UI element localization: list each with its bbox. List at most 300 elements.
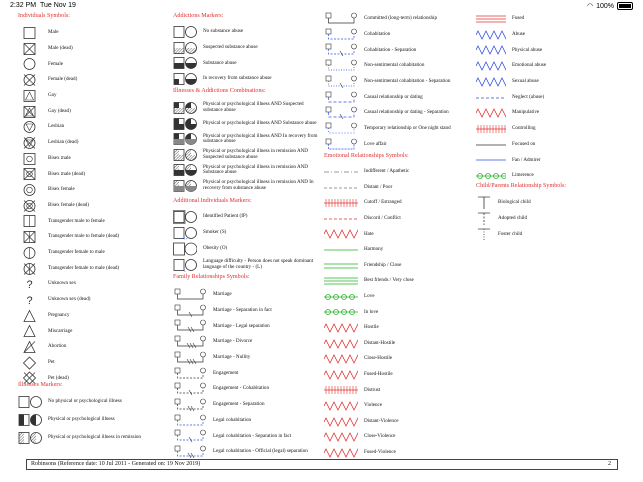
- individual-symbol-row-symbol: [18, 152, 42, 166]
- emotional-relationship-row-symbol: [324, 212, 358, 226]
- family-relationship-row-symbol: [173, 398, 207, 412]
- abuse-relationship-row-label: Controlling: [512, 125, 536, 132]
- abuse-relationship-row-symbol: [476, 28, 506, 42]
- emotional-relationship-row-symbol: [324, 430, 358, 444]
- abuse-relationship-row-symbol: [476, 59, 506, 73]
- individual-symbol-row-symbol: [18, 42, 42, 56]
- individual-symbol-row: [18, 340, 66, 354]
- individual-symbol-row-label: Male (dead): [48, 44, 73, 51]
- couple-relationship-row-symbol: [324, 91, 358, 105]
- heading-illnesses: Illnesses Markers:: [18, 382, 63, 388]
- abuse-relationship-row-label: Emotional abuse: [512, 62, 547, 69]
- individual-symbol-row-label: Gay: [48, 92, 57, 98]
- family-relationship-row-label: Legal cohabitation - Separation in fact: [213, 432, 292, 439]
- abuse-relationship-row-label: Fan / Admirer: [512, 156, 541, 163]
- individual-symbol-row-symbol: [18, 277, 42, 291]
- emotional-relationship-row: [324, 383, 380, 397]
- emotional-relationship-row: [324, 165, 409, 179]
- individual-symbol-row-label: Unknown sex (dead): [48, 296, 91, 303]
- abuse-relationship-row-symbol: [476, 138, 506, 152]
- emotional-relationship-row: [324, 227, 374, 241]
- status-time-date: [10, 2, 76, 9]
- couple-relationship-row-label: Non-sentimental cohabitation - Separation: [364, 78, 451, 84]
- addiction-marker-row-symbol: [173, 72, 197, 86]
- footer-bar: [26, 459, 618, 470]
- individual-symbol-row: [18, 120, 64, 134]
- abuse-relationship-row: [476, 75, 539, 89]
- emotional-relationship-row-symbol: [324, 321, 358, 335]
- illness-marker-row-symbol: [18, 413, 42, 427]
- abuse-relationship-row: [476, 138, 535, 152]
- individual-symbol-row: [18, 230, 119, 244]
- emotional-relationship-row: [324, 415, 399, 429]
- additional-marker-row-symbol: [173, 210, 197, 224]
- abuse-relationship-row: [476, 106, 539, 120]
- couple-relationship-row: [324, 12, 437, 26]
- individual-symbol-row: [18, 309, 70, 323]
- individual-symbol-row-label: Transgender male to female (dead): [48, 233, 120, 240]
- abuse-relationship-row-label: Physical abuse: [512, 46, 543, 53]
- family-relationship-row-symbol: [173, 288, 207, 302]
- additional-marker-row: [173, 258, 323, 272]
- individual-symbol-row-label: Transgender male to female: [48, 217, 105, 224]
- child-relationship-row-symbol: [476, 212, 492, 226]
- additional-marker-row-symbol: [173, 258, 197, 272]
- individual-symbol-row-symbol: [18, 214, 42, 228]
- svg-text:?: ?: [26, 279, 33, 292]
- abuse-relationship-row-label: Limerence: [512, 172, 534, 179]
- individual-symbol-row-symbol: [18, 324, 42, 338]
- child-relationship-row: [476, 196, 531, 210]
- addiction-marker-row-label: In recovery from substance abuse: [203, 75, 272, 82]
- individual-symbol-row: [18, 262, 119, 276]
- abuse-relationship-row-label: Sexual abuse: [512, 78, 539, 84]
- couple-relationship-row: [324, 75, 450, 89]
- emotional-relationship-row-label: Distant-Hostile: [364, 339, 396, 346]
- individual-symbol-row-symbol: [18, 340, 42, 354]
- abuse-relationship-row: [476, 12, 524, 26]
- child-relationship-row: [476, 212, 527, 226]
- abuse-relationship-row-symbol: [476, 153, 506, 167]
- combination-row-symbol: [173, 148, 197, 162]
- couple-relationship-row-label: Temporary relationship or One night stand: [364, 125, 451, 132]
- emotional-relationship-row-label: Indifferent / Apathetic: [364, 168, 410, 175]
- individual-symbol-row-label: Bisex female: [48, 186, 75, 193]
- illness-marker-row: [18, 395, 122, 409]
- emotional-relationship-row: [324, 399, 382, 413]
- emotional-relationship-row-symbol: [324, 290, 358, 304]
- emotional-relationship-row-label: Distant-Violence: [364, 417, 399, 424]
- family-relationship-row-label: Marriage - Separation in fact: [213, 306, 272, 313]
- combination-row: [173, 163, 323, 177]
- individual-symbol-row: [18, 199, 89, 213]
- emotional-relationship-row-label: Best friends / Very close: [364, 277, 414, 284]
- couple-relationship-row-label: Cohabitation - Separation: [364, 46, 417, 53]
- family-relationship-row-symbol: [173, 414, 207, 428]
- emotional-relationship-row-symbol: [324, 383, 358, 397]
- individual-symbol-row-label: Unknown sex: [48, 280, 77, 287]
- family-relationship-row-symbol: [173, 304, 207, 318]
- emotional-relationship-row-symbol: [324, 368, 358, 382]
- status-time: 2:32 PM: [10, 2, 37, 9]
- emotional-relationship-row-symbol: [324, 165, 358, 179]
- individual-symbol-row-symbol: [18, 57, 42, 71]
- emotional-relationship-row-label: In love: [364, 308, 379, 315]
- additional-marker-row-label: Identified Patient (IP): [203, 213, 248, 220]
- family-relationship-row-label: Marriage - Divorce: [213, 338, 253, 345]
- couple-relationship-row-label: Love affair: [364, 140, 387, 147]
- emotional-relationship-row-label: Hate: [364, 230, 374, 237]
- couple-relationship-row-symbol: [324, 59, 358, 73]
- emotional-relationship-row-symbol: [324, 446, 358, 460]
- individual-symbol-row: [18, 293, 90, 307]
- family-relationship-row: [173, 445, 333, 459]
- emotional-relationship-row: [324, 212, 401, 226]
- combination-row-label: Physical or psychological illness in remission AND Substance abuse: [203, 163, 308, 176]
- emotional-relationship-row-symbol: [324, 415, 358, 429]
- individual-symbol-row: [18, 73, 77, 87]
- heading-emotional-relationships: Emotional Relationships Symbols:: [324, 153, 409, 159]
- abuse-relationship-row: [476, 122, 536, 136]
- emotional-relationship-row-label: Close-Hostile: [364, 355, 393, 362]
- abuse-relationship-row: [476, 91, 544, 105]
- additional-marker-row: [173, 242, 227, 256]
- family-relationship-row: [173, 304, 272, 318]
- individual-symbol-row-label: Lesbian: [48, 123, 65, 130]
- family-relationship-row: [173, 398, 265, 412]
- couple-relationship-row-label: Cohabitation: [364, 30, 391, 37]
- individual-symbol-row-symbol: [18, 89, 42, 103]
- emotional-relationship-row: [324, 274, 414, 288]
- individual-symbol-row-label: Bisex male: [48, 154, 71, 161]
- family-relationship-row-label: Marriage - Legal separation: [213, 322, 270, 329]
- individual-symbol-row: [18, 152, 71, 166]
- individual-symbol-row-label: Lesbian (dead): [48, 139, 79, 146]
- emotional-relationship-row-symbol: [324, 337, 358, 351]
- emotional-relationship-row: [324, 290, 374, 304]
- individual-symbol-row: [18, 42, 73, 56]
- individual-symbol-row: [18, 136, 78, 150]
- family-relationship-row-symbol: [173, 351, 207, 365]
- family-relationship-row-symbol: [173, 319, 207, 333]
- abuse-relationship-row-symbol: [476, 122, 506, 136]
- individual-symbol-row-symbol: [18, 26, 42, 40]
- abuse-relationship-row: [476, 28, 525, 42]
- emotional-relationship-row-symbol: [324, 305, 358, 319]
- abuse-relationship-row-symbol: [476, 75, 506, 89]
- combination-row: [173, 132, 323, 146]
- addiction-marker-row-symbol: [173, 25, 197, 39]
- combination-row-symbol: [173, 117, 197, 131]
- emotional-relationship-row: [324, 352, 392, 366]
- family-relationship-row: [173, 429, 291, 443]
- individual-symbol-row-symbol: [18, 183, 42, 197]
- family-relationship-row: [173, 382, 269, 396]
- couple-relationship-row-symbol: [324, 106, 358, 120]
- emotional-relationship-row-label: Friendship / Close: [364, 261, 402, 268]
- individual-symbol-row-label: Miscarriage: [48, 327, 73, 334]
- individual-symbol-row-symbol: [18, 356, 42, 370]
- couple-relationship-row-symbol: [324, 138, 358, 152]
- emotional-relationship-row-symbol: [324, 243, 358, 257]
- heading-additional-markers: Additional Individuals Markers:: [173, 198, 252, 204]
- couple-relationship-row-label: Casual relationship or dating: [364, 93, 423, 100]
- family-relationship-row-label: Legal cohabitation - Official (legal) separation: [213, 448, 308, 455]
- abuse-relationship-row-label: Manipulative: [512, 109, 540, 116]
- family-relationship-row-symbol: [173, 429, 207, 443]
- couple-relationship-row-symbol: [324, 12, 358, 26]
- addiction-marker-row-label: Suspected substance abuse: [203, 43, 258, 50]
- emotional-relationship-row-symbol: [324, 259, 358, 273]
- battery-percent: 100%: [596, 2, 614, 10]
- individual-symbol-row-label: Bisex female (dead): [48, 201, 90, 208]
- emotional-relationship-row-label: Discord / Conflict: [364, 215, 401, 221]
- emotional-relationship-row: [324, 337, 395, 351]
- emotional-relationship-row-label: Close-Violence: [364, 433, 396, 440]
- individual-symbol-row-label: Pet (dead): [48, 374, 69, 381]
- emotional-relationship-row-symbol: [324, 399, 358, 413]
- individual-symbol-row: [18, 324, 72, 338]
- emotional-relationship-row: [324, 368, 393, 382]
- emotional-relationship-row: [324, 243, 383, 257]
- illness-marker-row-symbol: [18, 431, 42, 445]
- family-relationship-row: [173, 351, 250, 365]
- status-bar: [0, 0, 643, 12]
- emotional-relationship-row: [324, 446, 396, 460]
- individual-symbol-row: [18, 277, 76, 291]
- individual-symbol-row-symbol: [18, 230, 42, 244]
- child-relationship-row-symbol: [476, 228, 492, 242]
- addiction-marker-row: [173, 41, 258, 55]
- illness-marker-row-label: Physical or psychological illness in remission: [48, 434, 141, 441]
- emotional-relationship-row-label: Hostile: [364, 324, 379, 331]
- individual-symbol-row: [18, 105, 71, 119]
- wifi-icon: ◠: [586, 3, 594, 10]
- heading-child-parent: Child/Parents Relationship Symbols:: [476, 183, 567, 189]
- combination-row: [173, 101, 323, 115]
- individual-symbol-row-symbol: [18, 73, 42, 87]
- couple-relationship-row: [324, 59, 424, 73]
- individual-symbol-row-label: Female (dead): [48, 76, 78, 83]
- additional-marker-row-label: Language difficulty - Person does not speak dominant language of the country - (L): [203, 258, 314, 270]
- family-relationship-row: [173, 414, 251, 428]
- family-relationship-row-label: Engagement: [213, 369, 239, 376]
- family-relationship-row-label: Engagement - Cohabitation: [213, 385, 270, 392]
- addiction-marker-row: [173, 56, 237, 70]
- emotional-relationship-row-label: Fused-Hostile: [364, 371, 393, 377]
- combination-row-symbol: [173, 101, 197, 115]
- couple-relationship-row: [324, 106, 449, 120]
- individual-symbol-row: [18, 167, 85, 181]
- individual-symbol-row-label: Abortion: [48, 343, 67, 350]
- combination-row-symbol: [173, 163, 197, 177]
- combination-row-label: Physical or psychological illness AND Suspected substance abuse: [203, 101, 304, 113]
- abuse-relationship-row-symbol: [476, 169, 506, 183]
- combination-row: [173, 117, 323, 131]
- individual-symbol-row: [18, 57, 63, 71]
- individual-symbol-row-label: Bisex male (dead): [48, 170, 86, 177]
- child-relationship-row: [476, 228, 522, 242]
- emotional-relationship-row-symbol: [324, 196, 358, 210]
- heading-combinations: Illnesses & Addictions Combinations:: [173, 88, 266, 94]
- page-number: 2: [608, 461, 611, 467]
- couple-relationship-row-label: Casual relationship or dating - Separation: [364, 109, 449, 116]
- couple-relationship-row: [324, 138, 387, 152]
- abuse-relationship-row: [476, 59, 546, 73]
- abuse-relationship-row-label: Neglect (abuse): [512, 93, 545, 100]
- additional-marker-row-symbol: [173, 226, 197, 240]
- emotional-relationship-row-label: Distant / Poor: [364, 183, 393, 190]
- abuse-relationship-row-symbol: [476, 91, 506, 105]
- emotional-relationship-row-symbol: [324, 274, 358, 288]
- individual-symbol-row: [18, 356, 55, 370]
- addiction-marker-row-label: Substance abuse: [203, 59, 237, 66]
- family-relationship-row: [173, 367, 238, 381]
- status-right: [587, 2, 633, 10]
- emotional-relationship-row: [324, 181, 392, 195]
- combination-row: [173, 148, 323, 162]
- individual-symbol-row: [18, 89, 57, 103]
- abuse-relationship-row-label: Fused: [512, 15, 525, 22]
- abuse-relationship-row: [476, 43, 542, 57]
- heading-family-relationships: Family Relationships Symbols:: [173, 274, 250, 280]
- individual-symbol-row-symbol: [18, 246, 42, 260]
- individual-symbol-row-label: Gay (dead): [48, 107, 71, 114]
- illness-marker-row-symbol: [18, 395, 42, 409]
- emotional-relationship-row-label: Fused-Violence: [364, 449, 396, 455]
- emotional-relationship-row: [324, 305, 378, 319]
- family-relationship-row-label: Marriage - Nullity: [213, 354, 251, 360]
- individual-symbol-row-label: Transgender female to male: [48, 249, 105, 255]
- combination-row: [173, 179, 323, 193]
- family-relationship-row: [173, 319, 270, 333]
- additional-marker-row: [173, 226, 226, 240]
- combination-row-label: Physical or psychological illness in remission AND In recovery from substance abuse: [203, 179, 314, 191]
- couple-relationship-row-label: Committed (long-term) relationship: [364, 15, 437, 22]
- status-date: Tue Nov 19: [39, 2, 76, 9]
- family-relationship-row-symbol: [173, 335, 207, 349]
- combination-row-label: Physical or psychological illness in remission AND Suspected substance abuse: [203, 148, 308, 160]
- individual-symbol-row-symbol: [18, 199, 42, 213]
- heading-addictions: Addictions Markers:: [173, 13, 224, 19]
- individual-symbol-row-symbol: [18, 167, 42, 181]
- combination-row-symbol: [173, 132, 197, 146]
- emotional-relationship-row-label: Cutoff / Estranged: [364, 199, 402, 206]
- emotional-relationship-row-symbol: [324, 227, 358, 241]
- individual-symbol-row: [18, 246, 105, 260]
- abuse-relationship-row: [476, 153, 541, 167]
- combination-row-label: Physical or psychological illness AND In recovery from substance abuse: [203, 132, 318, 145]
- emotional-relationship-row-label: Violence: [364, 402, 383, 409]
- abuse-relationship-row: [476, 169, 534, 183]
- individual-symbol-row: [18, 26, 58, 40]
- family-relationship-row-symbol: [173, 445, 207, 459]
- addiction-marker-row-symbol: [173, 41, 197, 55]
- legend-sheet: [18, 12, 625, 470]
- child-relationship-row-symbol: [476, 196, 492, 210]
- illness-marker-row-label: Physical or psychological illness: [48, 416, 115, 423]
- individual-symbol-row-symbol: [18, 136, 42, 150]
- abuse-relationship-row-symbol: [476, 12, 506, 26]
- addiction-marker-row: [173, 25, 243, 39]
- svg-text:?: ?: [26, 294, 33, 307]
- emotional-relationship-row-label: Love: [364, 293, 375, 299]
- family-relationship-row: [173, 335, 252, 349]
- combination-row-label: Physical or psychological illness AND Substance abuse: [203, 119, 317, 126]
- individual-symbol-row-symbol: [18, 309, 42, 323]
- additional-marker-row-symbol: [173, 242, 197, 256]
- couple-relationship-row: [324, 43, 416, 57]
- family-relationship-row-label: Engagement - Separation: [213, 401, 265, 408]
- abuse-relationship-row-symbol: [476, 43, 506, 57]
- couple-relationship-row-symbol: [324, 28, 358, 42]
- individual-symbol-row-symbol: [18, 120, 42, 134]
- family-relationship-row-symbol: [173, 382, 207, 396]
- family-relationship-row: [173, 288, 232, 302]
- family-relationship-row-label: Marriage: [213, 291, 232, 298]
- abuse-relationship-row-symbol: [476, 106, 506, 120]
- emotional-relationship-row-symbol: [324, 352, 358, 366]
- individual-symbol-row: [18, 183, 75, 197]
- individual-symbol-row-label: Transgender female to male (dead): [48, 264, 120, 271]
- emotional-relationship-row: [324, 196, 402, 210]
- couple-relationship-row-symbol: [324, 122, 358, 136]
- additional-marker-row-label: Obesity (O): [203, 245, 228, 252]
- emotional-relationship-row-label: Harmony: [364, 246, 384, 253]
- emotional-relationship-row: [324, 321, 379, 335]
- couple-relationship-row-symbol: [324, 75, 358, 89]
- couple-relationship-row-label: Non-sentimental cohabitation: [364, 62, 425, 69]
- couple-relationship-row-symbol: [324, 43, 358, 57]
- individual-symbol-row-label: Pet: [48, 358, 55, 365]
- emotional-relationship-row-label: Distrust: [364, 386, 381, 393]
- illness-marker-row: [18, 431, 141, 445]
- couple-relationship-row: [324, 28, 390, 42]
- heading-individuals: Individuals Symbols:: [18, 13, 70, 19]
- child-relationship-row-label: Biological child: [498, 199, 531, 206]
- child-relationship-row-label: Foster child: [498, 231, 523, 238]
- abuse-relationship-row-label: Abuse: [512, 30, 526, 37]
- illness-marker-row: [18, 413, 115, 427]
- illness-marker-row-label: No physical or psychological illness: [48, 398, 122, 405]
- individual-symbol-row-label: Female: [48, 60, 63, 67]
- emotional-relationship-row-symbol: [324, 181, 358, 195]
- couple-relationship-row: [324, 91, 423, 105]
- family-relationship-row-label: Legal cohabitation: [213, 416, 252, 423]
- individual-symbol-row-symbol: [18, 262, 42, 276]
- couple-relationship-row: [324, 122, 451, 136]
- footer-title: Robinsons (Reference date: 10 Jul 2011 - Generated on: 19 Nov 2019): [31, 461, 201, 467]
- individual-symbol-row-label: Pregnancy: [48, 311, 70, 318]
- battery-icon: [617, 2, 633, 10]
- additional-marker-row-label: Smoker (S): [203, 229, 227, 236]
- emotional-relationship-row: [324, 430, 395, 444]
- svg-text:L: L: [183, 267, 187, 272]
- addiction-marker-row-label: No substance abuse: [203, 28, 244, 35]
- addiction-marker-row: [173, 72, 271, 86]
- emotional-relationship-row: [324, 259, 401, 273]
- abuse-relationship-row-label: Focused on: [512, 140, 536, 147]
- individual-symbol-row-symbol: [18, 105, 42, 119]
- child-relationship-row-label: Adopted child: [498, 215, 528, 222]
- individual-symbol-row-label: Male: [48, 29, 59, 36]
- individual-symbol-row-symbol: [18, 293, 42, 307]
- combination-row-symbol: [173, 179, 197, 193]
- additional-marker-row: [173, 210, 247, 224]
- addiction-marker-row-symbol: [173, 56, 197, 70]
- individual-symbol-row: [18, 214, 105, 228]
- family-relationship-row-symbol: [173, 367, 207, 381]
